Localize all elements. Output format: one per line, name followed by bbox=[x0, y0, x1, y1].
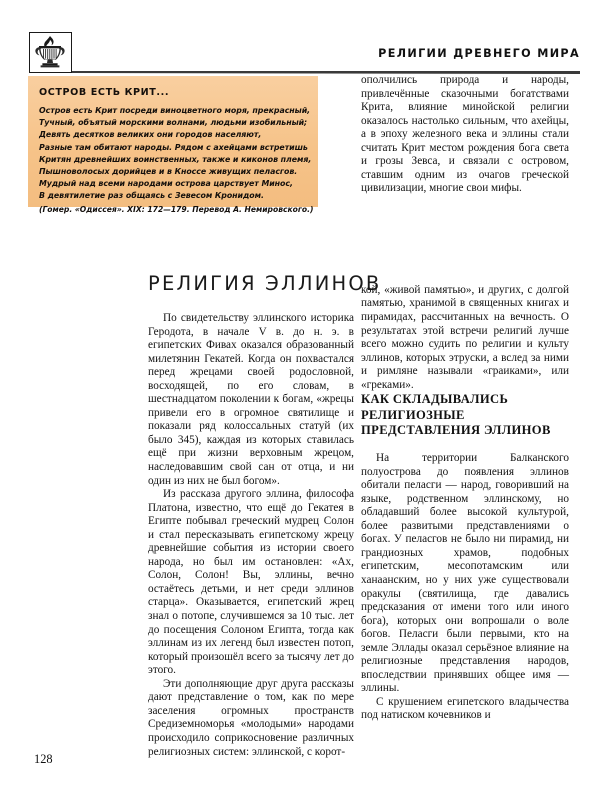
section-title-line: КАК СКЛАДЫВАЛИСЬ bbox=[361, 392, 509, 407]
source-quote-box bbox=[28, 76, 318, 214]
verse-line: Тучный, объятый морскими волнами, людьми изобильный; bbox=[39, 118, 308, 128]
column-spacer bbox=[361, 196, 569, 284]
running-head-title: РЕЛИГИИ ДРЕВНЕГО МИРА bbox=[378, 47, 580, 60]
verse-line: Остров есть Крит посреди виноцветного моря, прекрасный, bbox=[39, 106, 311, 115]
verse-line: Девять десятков великих они городов населяют, bbox=[39, 130, 262, 140]
verse-line: Критян древнейших воинственных, также и киконов племя, bbox=[39, 154, 312, 164]
verse-line: В девятилетие раз общаясь с Зевесом Кронидом. bbox=[39, 191, 264, 201]
paragraph-carryover: кой, «живой памятью», и других, с долгой памятью, хранимой в священных книгах и пирамидах, рассчитанных на вечность. О результатах этой встречи религий лучше всего можно судить по религии и культу эллинов, которых этруски, а вслед за ними и римляне называли «граиками», или «греками». bbox=[361, 283, 569, 391]
verse-line: Пышноволосых дорийцев и в Кноссе живущих пеласгов. bbox=[39, 167, 298, 177]
right-column bbox=[361, 74, 569, 723]
paragraph: На территории Балканского полуострова до появления эллинов обитали пеласги — народ, говоривший на языке, родственном эллинскому, но обладавший более высокой культурой, более развитыми представлениями о богах. У пеласгов не было ни пирамид, ни грандиозных храмов, подобных египетским, месопотамским или ханаанским, но у них уже существовали оракулы (святилища, где давались предсказания от имени того или иного бога), которых они вопрошали о воле богов. Пеласги были первыми, кто на земле Эллады оказал серьёзное влияние на религиозные представления народов, впоследствии принявших общее имя — эллины. bbox=[361, 452, 569, 695]
source-quote-verse bbox=[39, 105, 312, 203]
verse-line: Разные там обитают народы. Рядом с ахейцами встретишь bbox=[39, 142, 308, 152]
page-title: РЕЛИГИЯ ЭЛЛИНОВ bbox=[148, 272, 382, 295]
paragraph-continued: ополчились природа и народы, привлечённые сказочными богатствами Крита, влияние минойской религии оказалось настолько сильным, что ахейцы, а в эпоху железного века и эллины стали считать Крит местом рождения бога света и грозы Зевса, и связали с островом, ставшим одним из очагов греческой цивилизации, многие свои мифы. bbox=[361, 74, 569, 195]
section-title-line: ПРЕДСТАВЛЕНИЯ ЭЛЛИНОВ bbox=[361, 423, 551, 438]
flaming-urn-icon bbox=[29, 32, 72, 73]
section-title-line: РЕЛИГИОЗНЫЕ bbox=[361, 407, 465, 422]
left-column bbox=[148, 272, 382, 759]
source-quote-citation: (Гомер. «Одиссея». XIX: 172—179. Перевод А. Немировского.) bbox=[39, 204, 314, 214]
paragraph: По свидетельству эллинского историка Геродота, в начале V в. до н. э. в египетских Фивах оказался образованный милетянин Гекатей. Когда он похвастался перед жрецами своей родословной, восходящей, по его словам, в шестнадцатом поколении к богам, «жрецы привели его в огромное святилище и показали ряд колоссальных статуй (их было 345), каждая из которых ставилась ещё при жизни верховным жрецом, наследовавшим свой сан от отца, и ни один из них не был богом». bbox=[148, 312, 354, 487]
paragraph: С крушением египетского владычества под натиском кочевников и bbox=[361, 695, 569, 722]
page-number: 128 bbox=[34, 752, 53, 766]
paragraph: Из рассказа другого эллина, философа Платона, известно, что ещё до Гекатея в Египте побывал греческий мудрец Солон и стал пересказывать египетскому жрецу древнейшие события из истории своего народа, но был им остановлен: «Ах, Солон, Солон! Вы, эллины, вечно остаётесь детьми, и нет среди эллинов старца». Оказывается, египетский жрец знал о потопе, случившемся за 10 тыс. лет до посещения Солоном Египта, тогда как эллинам из их легенд был известен потоп, который произошёл всего за тысячу лет до этого. bbox=[148, 488, 354, 677]
section-title bbox=[361, 392, 569, 439]
verse-line: Мудрый над всеми народами острова царствует Минос, bbox=[39, 179, 293, 189]
source-quote-title: ОСТРОВ ЕСТЬ КРИТ... bbox=[39, 87, 170, 98]
paragraph: Эти дополняющие друг друга рассказы дают представление о том, как по мере заселения огромных пространств Средиземноморья «молодыми» народами происходило соприкосновение различных религиозных систем: эллинской, с корот- bbox=[148, 677, 354, 758]
running-head bbox=[0, 14, 600, 74]
